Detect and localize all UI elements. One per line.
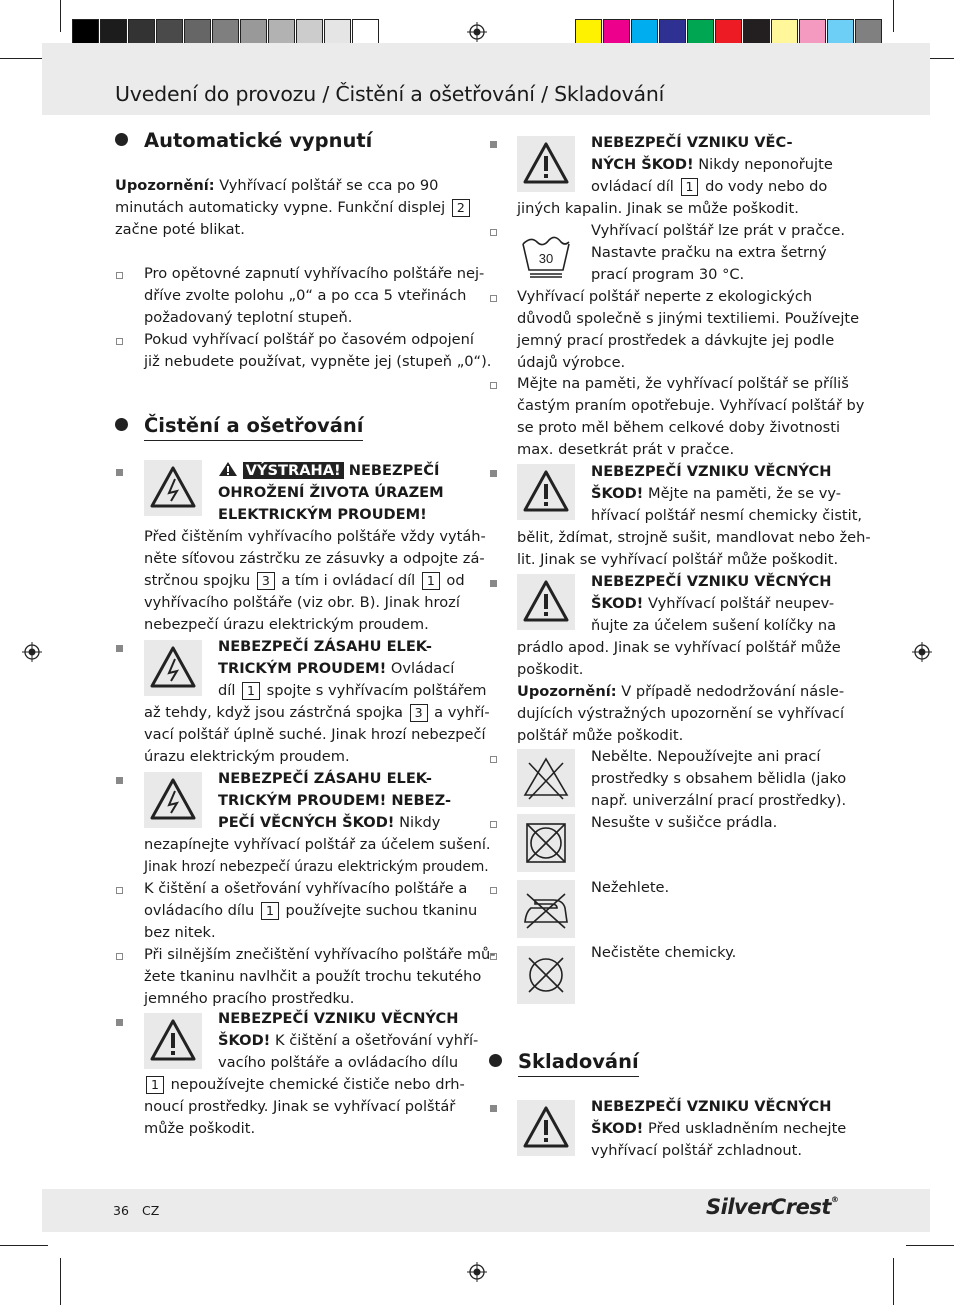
list-bullet bbox=[116, 469, 123, 476]
color-swatch bbox=[799, 19, 826, 46]
crop-mark bbox=[0, 58, 48, 59]
gray-swatch bbox=[184, 19, 211, 46]
list-bullet bbox=[116, 953, 123, 960]
auto-off-note: Upozornění: Vyhřívací polštář se cca po 90 minutách automaticky vypne. Funkční displej 2 začne poté blikat. bbox=[115, 175, 472, 241]
color-swatch bbox=[687, 19, 714, 46]
registration-mark-icon bbox=[22, 642, 42, 662]
warning-damage-8: NEBEZPEČÍ VZNIKU VĚCNÝCH ŠKOD! Před uskladněním nechejte vyhřívací polštář zchladnout. bbox=[591, 1098, 847, 1159]
warning-damage-7: NEBEZPEČÍ VZNIKU VĚCNÝCH ŠKOD! Vyhřívací polštář neupev- ňujte za účelem sušení kolíčky na bbox=[591, 573, 837, 634]
warning-triangle-icon bbox=[218, 461, 238, 477]
list-bullet bbox=[490, 295, 497, 302]
color-swatch bbox=[631, 19, 658, 46]
list-item: Pro opětovné zapnutí vyhřívacího polštáře nej- dříve zvolte polohu „0“ a po cca 5 vteřinách požadovaný teplotní stupeň. bbox=[144, 265, 485, 326]
list-item: Při silnějším znečištění vyhřívacího polštáře mů- žete tkaninu navlhčit a použít trochu tekutého jemného pracího prostředku. bbox=[144, 946, 496, 1007]
gray-swatch bbox=[156, 19, 183, 46]
list-item: Nebělte. Nepoužívejte ani prací prostředky s obsahem bělidla (jako např. univerzální prací prostředky). bbox=[591, 748, 847, 809]
warning-icon bbox=[517, 1100, 575, 1156]
crop-mark bbox=[60, 0, 61, 32]
list-item: Pokud vyhřívací polštář po časovém odpojení již nebudete používat, vypněte jej (stupeň „0“). bbox=[144, 331, 492, 370]
list-bullet bbox=[490, 756, 497, 763]
warning-damage-6: NEBEZPEČÍ VZNIKU VĚCNÝCH ŠKOD! Mějte na paměti, že se vy- hřívací polštář nesmí chemicky čistit, bbox=[591, 463, 863, 524]
gray-swatch bbox=[72, 19, 99, 46]
electric-hazard-icon bbox=[144, 772, 202, 828]
list-bullet bbox=[490, 953, 497, 960]
list-bullet bbox=[116, 645, 123, 652]
warning-icon bbox=[517, 464, 575, 520]
warning-damage-4: NEBEZPEČÍ VZNIKU VĚCNÝCH ŠKOD! K čištění a ošetřování vyhří- vacího polštáře a ovládacího dílu bbox=[218, 1010, 479, 1071]
list-bullet bbox=[490, 887, 497, 894]
warning-damage-5: NEBEZPEČÍ VZNIKU VĚC- NÝCH ŠKOD! Nikdy neponořujte ovládací díl 1 do vody nebo do bbox=[591, 134, 833, 195]
color-swatch bbox=[603, 19, 630, 46]
electric-hazard-icon bbox=[144, 640, 202, 696]
list-item: Nečistěte chemicky. bbox=[591, 944, 737, 961]
warning-damage-4-body: 1 nepoužívejte chemické čističe nebo drh- noucí prostředky. Jinak se vyhřívací polštář může poškodit. bbox=[144, 1076, 465, 1137]
list-bullet bbox=[116, 1019, 123, 1026]
list-item: Nesušte v sušičce prádla. bbox=[591, 814, 778, 831]
list-bullet bbox=[490, 382, 497, 389]
warning-electric-1-body: Před čištěním vyhřívacího polštáře vždy vytáh- něte síťovou zástrčku ze zásuvky a odpojte zá- strčnou spojku 3 a tím i ovládací díl 1 od vyhřívacího polštáře (viz obr. B). Jinak hrozí nebezpečí úrazu elektrickým proudem. bbox=[144, 528, 486, 633]
electric-hazard-icon bbox=[144, 460, 202, 516]
gray-swatch bbox=[352, 19, 379, 46]
wash-30-icon bbox=[517, 222, 575, 280]
language-code: CZ bbox=[142, 1203, 160, 1218]
gray-swatch bbox=[212, 19, 239, 46]
no-iron-icon bbox=[517, 880, 575, 938]
crop-mark bbox=[60, 1258, 61, 1305]
brand-logo: SilverCrest® bbox=[706, 1195, 839, 1219]
color-swatch bbox=[715, 19, 742, 46]
section-heading-cleaning: Čistění a ošetřování bbox=[115, 414, 363, 438]
list-bullet bbox=[490, 580, 497, 587]
gray-swatch bbox=[268, 19, 295, 46]
warning-damage-7-body: prádlo apod. Jinak se vyhřívací polštář může poškodit. Upozornění: V případě nedodržování násle- dujících výstražných upozornění se vyhřívací polštář může poškodit. bbox=[517, 639, 845, 744]
gray-swatch bbox=[296, 19, 323, 46]
warning-icon bbox=[517, 574, 575, 630]
warning-electric-2: NEBEZPEČÍ ZÁSAHU ELEK- TRICKÝM PROUDEM! Ovládací díl 1 spojte s vyhřívacím polštářem bbox=[218, 638, 487, 699]
color-swatch bbox=[743, 19, 770, 46]
registration-mark-icon bbox=[912, 642, 932, 662]
warning-icon bbox=[517, 136, 575, 192]
warning-electric-1: VÝSTRAHA! NEBEZPEČÍ OHROŽENÍ ŽIVOTA ÚRAZEM ELEKTRICKÝM PROUDEM! bbox=[218, 462, 444, 523]
no-dry-clean-icon bbox=[517, 946, 575, 1004]
warning-icon bbox=[144, 1013, 202, 1069]
section-heading-auto-off: Automatické vypnutí bbox=[115, 129, 372, 153]
page-title: Uvedení do provozu / Čistění a ošetřování / Skladování bbox=[115, 82, 665, 106]
list-item: Vyhřívací polštář lze prát v pračce. Nastavte pračku na extra šetrný prací program 30 °C. bbox=[591, 222, 846, 283]
list-bullet bbox=[116, 338, 123, 345]
no-bleach-icon bbox=[517, 749, 575, 807]
color-swatch bbox=[659, 19, 686, 46]
warning-electric-2-body: až tehdy, když jsou zástrčná spojka 3 a vyhří- vací polštář úplně suché. Jinak hrozí nebezpečí úrazu elektrickým proudem. bbox=[144, 704, 490, 765]
color-swatch bbox=[827, 19, 854, 46]
crop-mark bbox=[0, 1245, 48, 1246]
svg-text:30: 30 bbox=[538, 251, 554, 266]
list-item: Nežehlete. bbox=[591, 879, 670, 896]
list-bullet bbox=[116, 777, 123, 784]
list-item: Mějte na paměti, že vyhřívací polštář se příliš častým praním opotřebuje. Vyhřívací polštář by se proto měl během celkové doby životnosti max. desetkrát prát v pračce. bbox=[517, 375, 865, 458]
registration-mark-icon bbox=[467, 1262, 487, 1282]
page-number: 36 bbox=[113, 1203, 129, 1218]
list-item: K čištění a ošetřování vyhřívacího polštáře a ovládacího dílu 1 používejte suchou tkaninu bez nitek. bbox=[144, 880, 478, 941]
list-bullet bbox=[490, 229, 497, 236]
crop-mark bbox=[906, 1245, 954, 1246]
list-bullet bbox=[490, 821, 497, 828]
warning-electric-3: NEBEZPEČÍ ZÁSAHU ELEK- TRICKÝM PROUDEM! NEBEZ- PEČÍ VĚCNÝCH ŠKOD! Nikdy bbox=[218, 770, 452, 831]
color-swatch bbox=[771, 19, 798, 46]
color-swatch bbox=[855, 19, 882, 46]
section-heading-storage: Skladování bbox=[489, 1050, 639, 1074]
warning-damage-6-body: bělit, ždímat, strojně sušit, mandlovat nebo žeh- lit. Jinak se vyhřívací polštář může poškodit. bbox=[517, 529, 871, 568]
list-bullet bbox=[116, 887, 123, 894]
crop-mark bbox=[893, 1258, 894, 1305]
list-item: Vyhřívací polštář neperte z ekologických důvodů společně s jinými textiliemi. Používejte jemný prací prostředek a dávkujte jej podle údajů výrobce. bbox=[517, 288, 860, 371]
list-bullet bbox=[490, 1105, 497, 1112]
warning-electric-3-body: nezapínejte vyhřívací polštář za účelem sušení. Jinak hrozí nebezpečí úrazu elektrickým proudem. bbox=[144, 836, 491, 875]
color-swatch bbox=[575, 19, 602, 46]
warning-damage-5-body: jiných kapalin. Jinak se může poškodit. bbox=[517, 200, 799, 217]
gray-swatch bbox=[128, 19, 155, 46]
gray-swatch bbox=[100, 19, 127, 46]
crop-mark bbox=[893, 0, 894, 32]
list-bullet bbox=[490, 470, 497, 477]
no-tumble-dry-icon bbox=[517, 814, 575, 872]
gray-swatch bbox=[324, 19, 351, 46]
list-bullet bbox=[116, 272, 123, 279]
list-bullet bbox=[490, 141, 497, 148]
gray-swatch bbox=[240, 19, 267, 46]
registration-mark-icon bbox=[467, 22, 487, 42]
